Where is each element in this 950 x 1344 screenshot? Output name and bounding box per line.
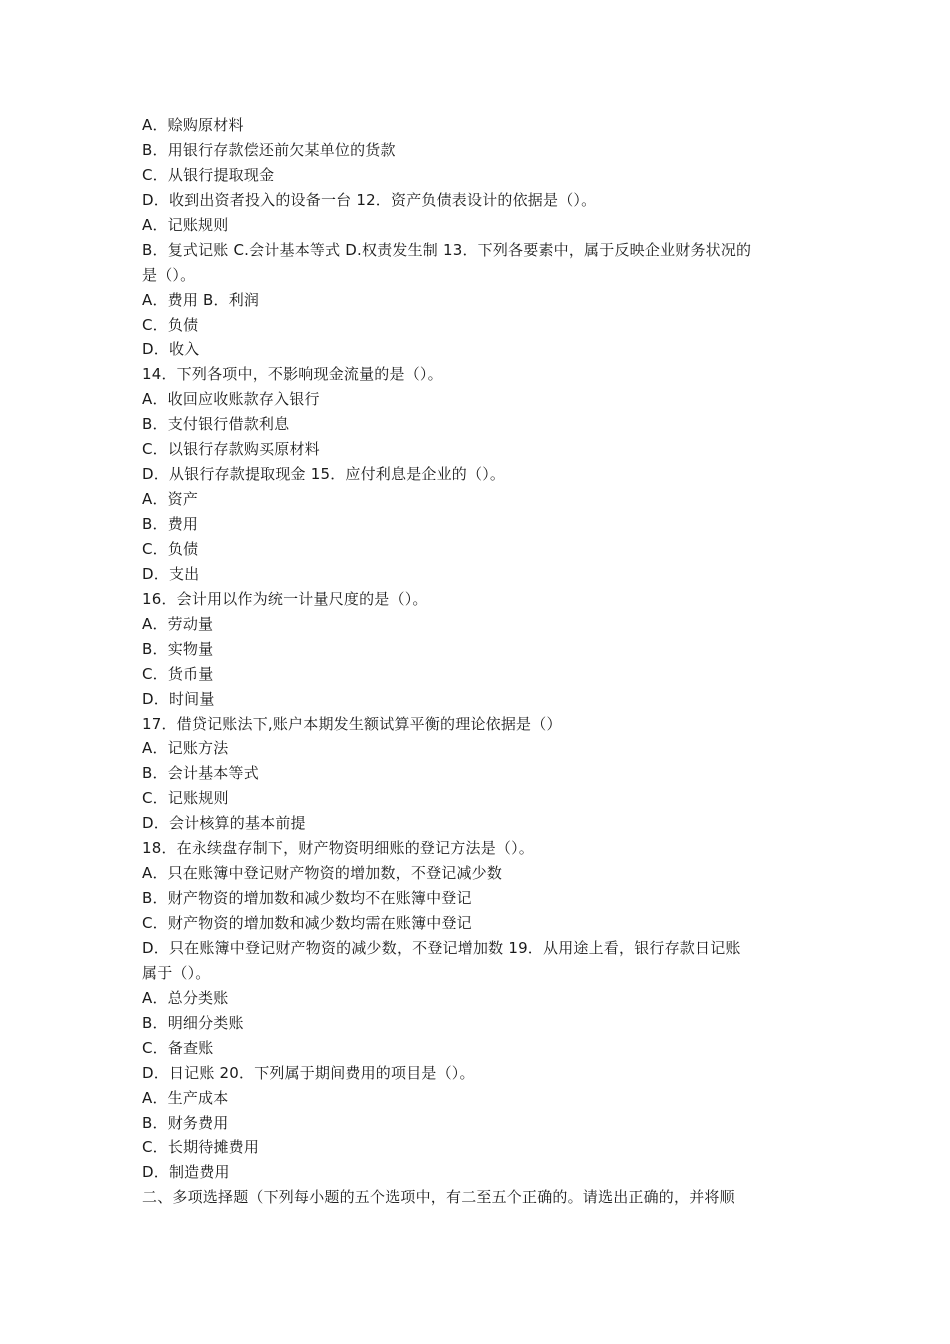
question-line: 18．在永续盘存制下，财产物资明细账的登记方法是（）。 bbox=[142, 839, 534, 858]
text-line: D．收入 bbox=[142, 340, 200, 359]
text-line: A．总分类账 bbox=[142, 988, 229, 1007]
text-line: B．明细分类账 bbox=[142, 1013, 244, 1032]
question-line: 17．借贷记账法下,账户本期发生额试算平衡的理论依据是（） bbox=[142, 714, 562, 733]
text-line: C．负债 bbox=[142, 539, 199, 558]
section-heading: 二、多项选择题（下列每小题的五个选项中，有二至五个正确的。请选出正确的，并将顺 bbox=[142, 1188, 735, 1207]
text-line: A．生产成本 bbox=[142, 1088, 229, 1107]
text-line: B．用银行存款偿还前欠某单位的货款 bbox=[142, 140, 396, 159]
text-line: C．长期待摊费用 bbox=[142, 1138, 260, 1157]
text-line: D．从银行存款提取现金 15．应付利息是企业的（）。 bbox=[142, 465, 506, 484]
text-line: C．财产物资的增加数和减少数均需在账簿中登记 bbox=[142, 914, 472, 932]
text-line: D．时间量 bbox=[142, 689, 215, 708]
text-line: B．财产物资的增加数和减少数均不在账簿中登记 bbox=[142, 889, 472, 908]
text-line: B．费用 bbox=[142, 515, 199, 533]
text-line: A．只在账簿中登记财产物资的增加数，不登记减少数 bbox=[142, 864, 503, 883]
text-line: A．赊购原材料 bbox=[142, 116, 244, 134]
question-line: 16．会计用以作为统一计量尺度的是（）。 bbox=[142, 589, 428, 608]
text-line: C．负债 bbox=[142, 315, 199, 334]
text-line: B．支付银行借款利息 bbox=[142, 415, 290, 434]
text-line: B．复式记账 C.会计基本等式 D.权责发生制 13．下列各要素中，属于反映企业财务状况的 bbox=[142, 240, 752, 259]
text-line: B．财务费用 bbox=[142, 1113, 229, 1132]
text-line: D．支出 bbox=[142, 564, 200, 583]
question-line: 14．下列各项中，不影响现金流量的是（）。 bbox=[142, 365, 443, 384]
text-line: C．记账规则 bbox=[142, 789, 229, 808]
text-line: A．劳动量 bbox=[142, 614, 214, 633]
text-line: A．记账方法 bbox=[142, 739, 229, 758]
text-line: A．资产 bbox=[142, 490, 199, 509]
text-line: C．货币量 bbox=[142, 664, 214, 683]
text-line: C．以银行存款购买原材料 bbox=[142, 440, 320, 459]
text-line: A．收回应收账款存入银行 bbox=[142, 390, 320, 409]
document-body bbox=[142, 113, 810, 1210]
text-line: C．备查账 bbox=[142, 1038, 214, 1057]
text-line: D．日记账 20．下列属于期间费用的项目是（）。 bbox=[142, 1063, 475, 1082]
text-line: B．会计基本等式 bbox=[142, 764, 259, 783]
text-line: A．费用 B．利润 bbox=[142, 290, 260, 309]
text-line: D．制造费用 bbox=[142, 1163, 230, 1182]
text-line: 属于（）。 bbox=[142, 963, 211, 982]
text-line: C．从银行提取现金 bbox=[142, 165, 275, 184]
text-line: B．实物量 bbox=[142, 639, 214, 658]
text-line: D．会计核算的基本前提 bbox=[142, 814, 306, 833]
text-line: A．记账规则 bbox=[142, 215, 229, 234]
text-line: D．收到出资者投入的设备一台 12．资产负债表设计的依据是（）。 bbox=[142, 190, 597, 209]
text-line: D．只在账簿中登记财产物资的减少数，不登记增加数 19．从用途上看，银行存款日记账 bbox=[142, 938, 741, 957]
text-line: 是（）。 bbox=[142, 265, 196, 284]
